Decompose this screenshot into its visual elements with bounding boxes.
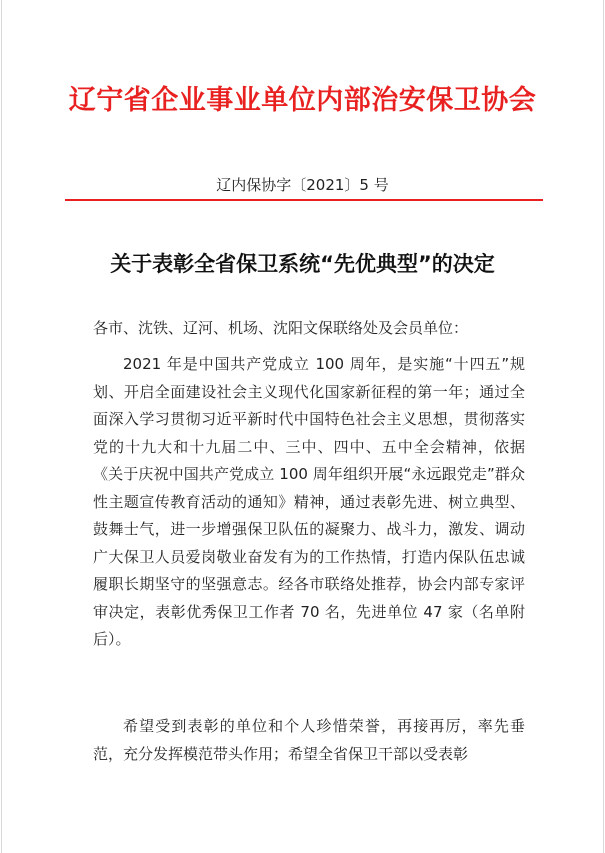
body-paragraph-1: 2021 年是中国共产党成立 100 周年，是实施“十四五”规划、开启全面建设社会主义现代化国家新征程的第一年；通过全面深入学习贯彻习近平新时代中国特色社会主义思想，贯彻落实党的十九大和十九届二中、三中、四中、五中全会精神，依据《关于庆祝中国共产党成立 100 周年组织开展“永远跟党走”群众性主题宣传教育活动的通知》精神，通过表彰先进、树立典型、鼓舞士气，进一步增强保卫队伍的凝聚力、战斗力，激发、调动广大保卫人员爱岗敬业奋发有为的工作热情，打造内保队伍忠诚履职长期坚守的坚强意志。经各市联络处推荐，协会内部专家评审决定，表彰优秀保卫工作者 70 名，先进单位 47 家（名单附后）。 xyxy=(93,355,525,648)
body-paragraph-2: 希望受到表彰的单位和个人珍惜荣誉，再接再厉，率先垂范，充分发挥模范带头作用；希望全省保卫干部以受表彰 xyxy=(93,717,525,763)
document-title: 关于表彰全省保卫系统“先优典型”的决定 xyxy=(110,252,495,276)
organization-title: 辽宁省企业事业单位内部治安保卫协会 xyxy=(68,85,537,116)
page-border-right xyxy=(603,0,604,853)
page-border-left xyxy=(1,0,2,853)
document-number: 辽内保协字〔2021〕5 号 xyxy=(216,176,389,194)
red-divider xyxy=(65,199,543,201)
salutation: 各市、沈铁、辽河、机场、沈阳文保联络处及会员单位： xyxy=(93,319,469,337)
